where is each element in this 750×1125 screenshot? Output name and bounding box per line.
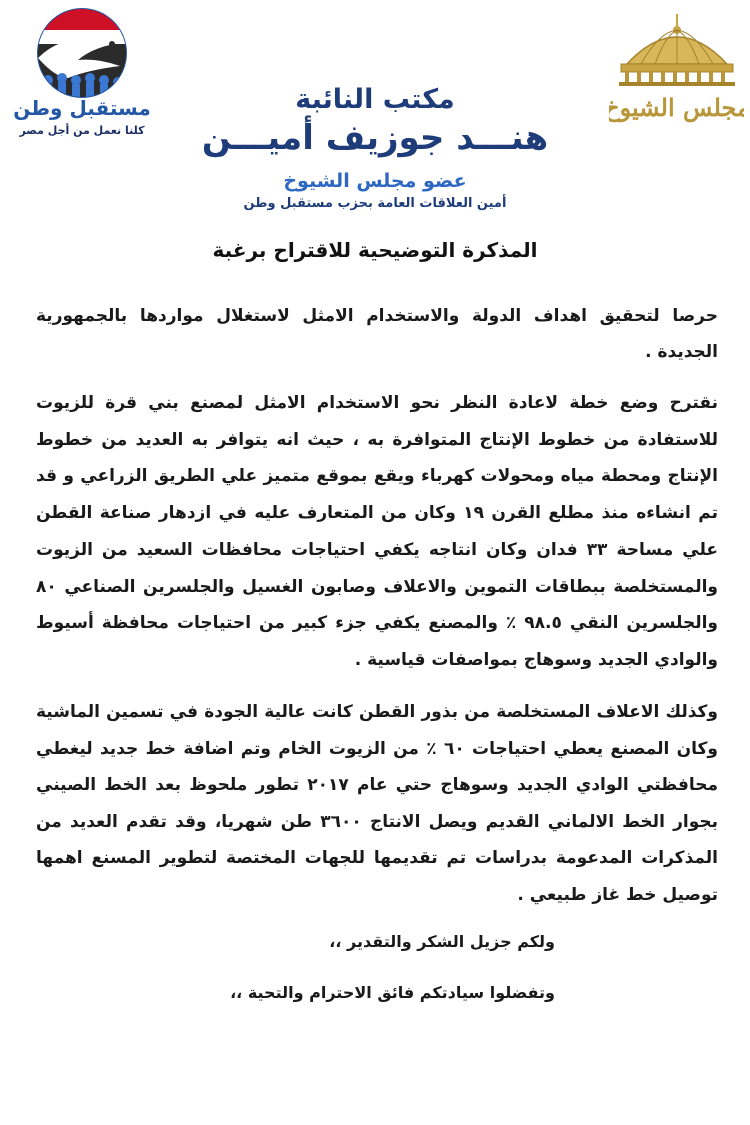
closing-regards: وتفضلوا سيادتكم فائق الاحترام والتحية ،، bbox=[230, 983, 555, 1002]
member-subrole: أمين العلاقات العامة بحزب مستقبل وطن bbox=[243, 196, 507, 211]
paragraph-details: وكذلك الاعلاف المستخلصة من بذور القطن كانت عالية الجودة في تسمين الماشية وكان المصنع يعطي احتياجات ٦٠ ٪ من الزيوت الخام وتم اضافة خط جديد ليغطي محافظتي الوادي الجديد وسوهاج حتي عام ٢٠١٧ تطور ملحوظ بعد الخط الصيني بجوار الخط الالماني القديم ويصل الانتاج ٣٦٠٠ طن شهريا، وقد تقدم العديد من المذكرات المدعومة بدراسات تم تقديمها للجهات المختصة لتطوير المسنع اهمها توصيل خط غاز طبيعي . bbox=[36, 702, 719, 905]
party-logo bbox=[8, 8, 156, 143]
party-slogan: كلنا نعمل من أجل مصر bbox=[19, 124, 145, 137]
paragraph-proposal: نقترح وضع خطة لاعادة النظر نحو الاستخدام الامثل لمصنع بني قرة للزيوت للاستفادة من خطوط الإنتاج المتوافرة به ، حيث انه يتوافر به العديد من خطوط الإنتاج ومحطة مياه ومحولات كهرباء ويقع بموقع متميز علي الطريق الزراعي و قد تم انشاءه منذ مطلع القرن ١٩ وكان من المتعارف عليه في ازدهار صناعة القطن علي مساحة ٣٣ فدان وكان انتاجه يكفي احتياجات محافظات السعيد من الزيوت والمستخلصة ببطاقات التموين والاعلاف وصابون الغسيل والجلسرين الصناعي ٨٠ والجلسرين النقي ٩٨.٥ ٪ والمصنع يكفي جزء كبير من احتياجات محافظة أسيوط والوادي الجديد وسوهاج بمواصفات قياسية . bbox=[36, 393, 718, 670]
member-role: عضو مجلس الشيوخ bbox=[283, 170, 467, 192]
document-title: المذكرة التوضيحية للاقتراح برغبة bbox=[212, 238, 538, 262]
eagle-emblem-icon bbox=[8, 8, 156, 98]
member-name: هنـــد جوزيف أميـــن bbox=[201, 118, 549, 158]
closing-thanks: ولكم جزيل الشكر والتقدير ،، bbox=[329, 932, 555, 951]
senate-logo-text: مجلس الشيوخ bbox=[609, 93, 744, 122]
party-name: مستقبل وطن bbox=[13, 96, 151, 120]
senate-dome-icon bbox=[609, 10, 744, 130]
senate-logo bbox=[609, 10, 744, 130]
office-title: مكتب النائبة bbox=[295, 84, 455, 115]
paragraph-intro: حرصا لتحقيق اهداف الدولة والاستخدام الامثل لاستغلال مواردها بالجمهورية الجديدة . bbox=[36, 306, 718, 362]
